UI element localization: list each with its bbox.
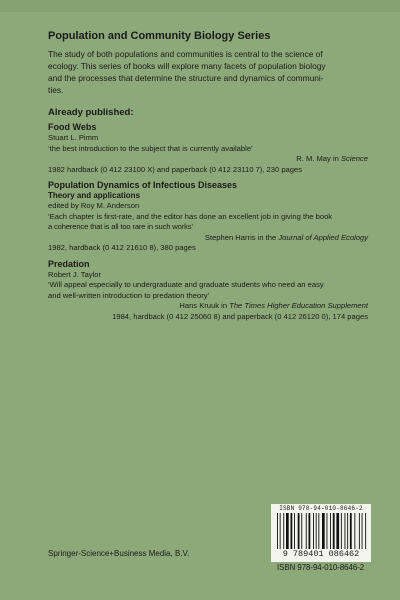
back-cover-text <box>48 30 368 327</box>
intro-line: ecology. This series of books will explore many facets of population biology <box>48 61 326 71</box>
book-food-webs <box>48 122 368 175</box>
barcode-isbn-text: ISBN 978-94-010-8646-2 <box>279 505 363 512</box>
intro-line: The study of both populations and communities is central to the science of <box>48 49 323 59</box>
book-predation <box>48 259 368 323</box>
book-title: Population Dynamics of Infectious Diseases <box>48 180 238 190</box>
book-title: Food Webs <box>48 122 97 132</box>
book-reviewer: Hans Kruuk in The Times Higher Education Supplement <box>179 301 368 310</box>
already-published-heading: Already published: <box>48 107 134 118</box>
intro-line: and the processes that determine the structure and dynamics of communi- <box>48 73 324 83</box>
book-subtitle: Theory and applications <box>48 191 141 200</box>
book-review-quote: ‘Will appeal especially to undergraduate and graduate students who need an easy <box>48 280 324 289</box>
book-infectious-diseases <box>48 180 368 254</box>
book-reviewer: R. M. May in Science <box>296 154 368 163</box>
book-review-quote: a coherence that is all too rare in such works’ <box>48 222 193 231</box>
review-source: Journal of Applied Ecology <box>278 232 368 242</box>
book-review-quote: ‘Each chapter is first-rate, and the editor has done an excellent job in giving the book <box>48 211 333 221</box>
barcode-icon <box>277 513 367 549</box>
book-author: Stuart L. Pimm <box>48 133 99 142</box>
book-author: edited by Roy M. Anderson <box>48 201 140 210</box>
book-review-quote: ‘the best introduction to the subject that is currently available’ <box>48 143 253 153</box>
review-source: Science <box>340 154 368 163</box>
book-author: Robert J. Taylor <box>48 269 102 279</box>
review-source: The Times Higher Education Supplement <box>229 301 368 310</box>
book-edition-info: 1982, hardback (0 412 21610 8), 380 pages <box>48 243 196 252</box>
book-title: Predation <box>48 258 90 269</box>
barcode-digits: 9 789401 086462 <box>282 549 360 559</box>
top-color-strip <box>0 0 400 12</box>
book-review-quote: and well-written introduction to predation theory’ <box>48 290 210 300</box>
series-title: Population and Community Biology Series <box>48 30 271 42</box>
book-edition-info: 1984, hardback (0 412 25060 8) and paperback (0 412 26120 0), 174 pages <box>112 311 368 321</box>
intro-line: ties. <box>48 85 64 95</box>
book-reviewer: Stephen Harris in the Journal of Applied Ecology <box>204 232 368 242</box>
isbn-number: ISBN 978-94-010-8646-2 <box>277 563 365 572</box>
book-edition-info: 1982 hardback (0 412 23100 X) and paperback (0 412 23110 7), 230 pages <box>48 164 303 174</box>
publisher-name: Springer-Science+Business Media, B.V. <box>48 549 190 558</box>
series-description <box>48 48 368 96</box>
